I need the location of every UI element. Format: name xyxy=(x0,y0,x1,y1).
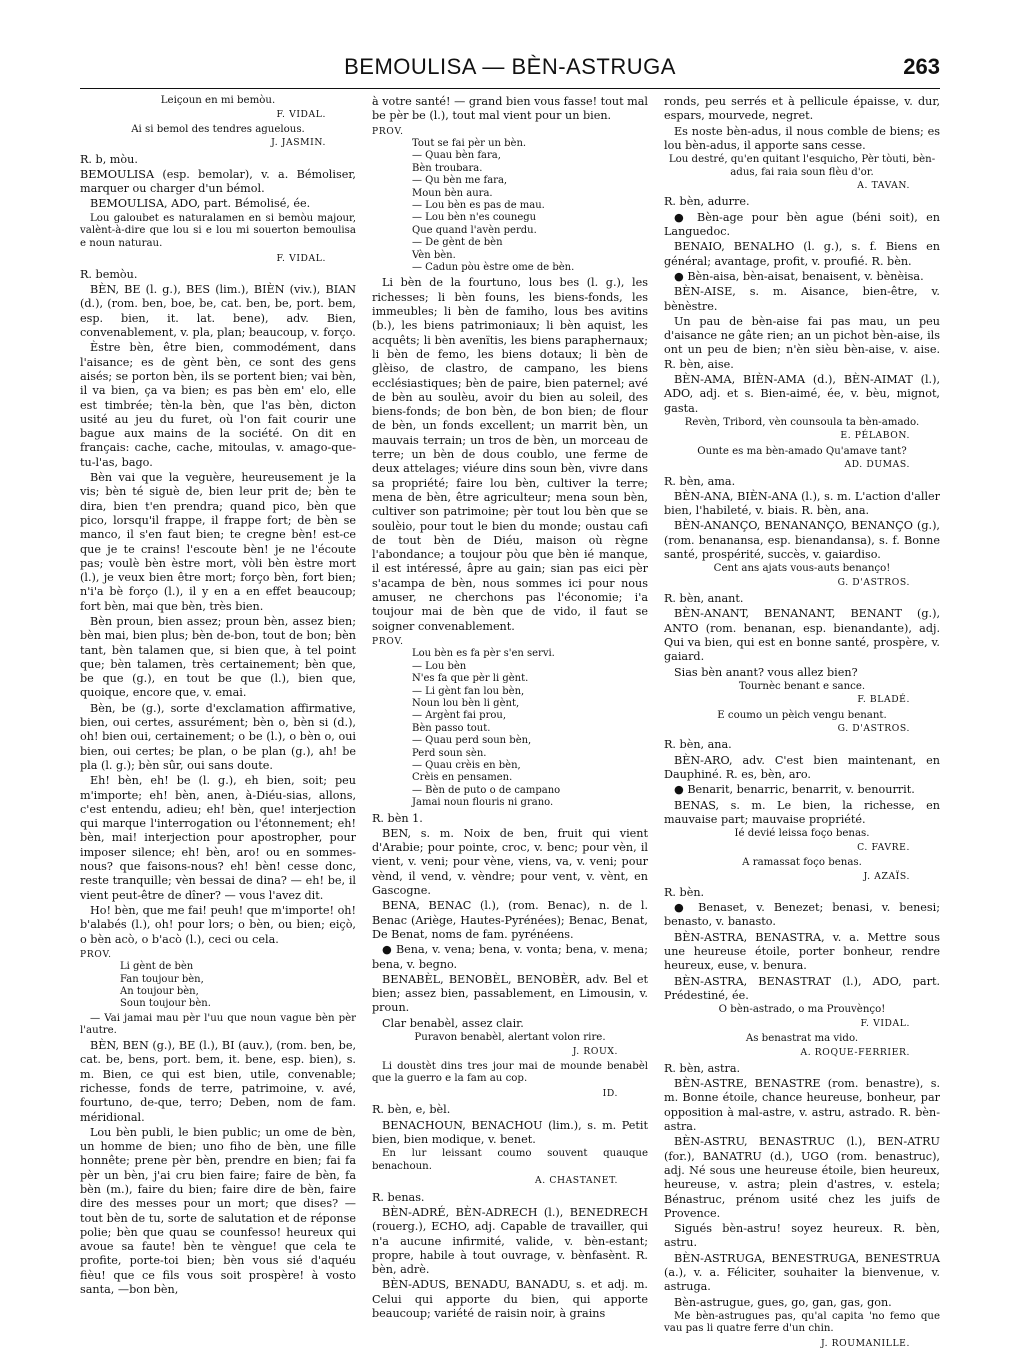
entry-paragraph: Bèn-astrugue, gues, go, gan, gas, gon. xyxy=(674,1295,892,1309)
proverb-line: Fan toujour bèn, xyxy=(120,973,204,985)
quote-author: F. VIDAL. xyxy=(276,252,326,264)
entry-bena: BENA, BENAC (l.), (rom. Benac), n. de l. Benac (Ariège, Hautes-Pyrénées); Benac, Benat, De Benat, noms de fam. pyrénéens. xyxy=(372,899,648,941)
quote-line: Lou destré, qu'en quitant l'esquicho, Pèr tòuti, bèn-adus, fai raia soun flèu d'or. xyxy=(668,154,936,178)
etymology-ref: R. bèn, astra. xyxy=(664,1061,741,1075)
column-middle xyxy=(372,95,648,1322)
quote-author: J. ROUX. xyxy=(572,1045,618,1057)
proverb-line: — Quau crèis en bèn, xyxy=(412,759,521,771)
quote-author: F. VIDAL. xyxy=(276,108,326,120)
proverb-line: Bèn troubara. xyxy=(412,162,483,174)
entry-paragraph: Lou bèn publi, le bien public; un ome de bèn, un homme de bien; uno fiho de bèn, une fille honnête; prene pèr bèn, prendre en bien; fai fa pèr un bèn, j'ai cru bien faire; faire de bèn, fa bèn (m.), faire du bien; faire dire de bèn, faire dire des messes pour un mort; que dises? — tout bèn de tu, sorte de salutation et de réponse polie; bèn que quau se counfesso! heureux qui avoue sa faute! bèn te vèngue! que cela te profite, porte-toi bien; bèn vous sié d'aquéu fièu! que ce fils vous soit prospère! à vosto santa, —bon bèn, xyxy=(80,1125,356,1297)
entry-paragraph: Ho! bèn, que me fai! peuh! que m'importe! oh! b'alabés (l.), oh! pour lors; o bèn, ou bien; eiçò, o bèn acò, o b'acò (l.), ceci ou cela. xyxy=(80,903,356,946)
entry-paragraph: Èstre bèn, être bien, commodément, dans l'aisance; es de gènt bèn, ce sont des gens aisés; se porton bèn, ils se portent bien; vai bèn, il va bien, ça va bien; es pas bèn em' elo, elle est timbrée; tèn-la bèn, que l'as bèn, dicton usité au jeu du furet, où l'on fait courir une bague aux mains de la société. On dit en français: cache, cache, mitoulas, v. amago-que-tu-l'as, bago. xyxy=(80,341,356,469)
etymology-ref: R. bèn, ana. xyxy=(664,738,732,752)
quote-block: Me bèn-astrugues pas, qu'al capita 'no femo que vau pas li quatre ferre d'un chin. xyxy=(664,1310,940,1335)
etymology-ref: R. bèn, anant. xyxy=(664,592,744,606)
quote-line: Puravon benabèl, alertant volon rire. xyxy=(414,1032,606,1044)
etymology-ref: R. bèn, e, bèl. xyxy=(372,1103,451,1117)
quote-author: J. JASMIN. xyxy=(271,137,326,149)
proverb-line: — Quau perd soun bèn, xyxy=(412,735,532,747)
proverb-line: Vèn bèn. xyxy=(412,249,456,261)
quote-author: G. D'ASTROS. xyxy=(837,723,910,735)
entry-paragraph: ronds, peu serrés et à pellicule épaisse, v. dur, espars, mourvede, negret. xyxy=(664,95,940,123)
etymology-ref: R. bèn 1. xyxy=(372,811,423,825)
quote-line: As benastrat ma vido. xyxy=(745,1033,859,1045)
entry-paragraph: Un pau de bèn-aise fai pas mau, un peu d'aisance ne gâte rien; an un pichot bèn-aise, ils ont un peu de bien; n'èn sièu bèn-aise, v. aise. R. bèn, aise. xyxy=(664,314,940,371)
entry-paragraph: Bèn proun, bien assez; proun bèn, assez bien; bèn mai, bien plus; bèn de-bon, tout de bon; bèn tant, bèn talamen que, si bien que, à tel point que; bèn talamen, très certainement; bèn que, be que (g.), en tout be que (l.), bien que, quoique, encore que, v. emai. xyxy=(80,614,356,700)
entry-ben-astruga: BÈN-ASTRUGA, BENESTRUGA, BENESTRUA (a.), v. a. Féliciter, souhaiter la bienvenue, v. astruga. xyxy=(664,1251,940,1294)
entry-ben-ananco: BÈN-ANANÇO, BENANANÇO, BENANÇO (g.), (rom. benanansa, esp. bienandansa), s. f. Bonne santé, prospérité, succès, v. gaiardiso. xyxy=(664,519,940,562)
quote-line: Cent ans ajats vous-auts benanço! xyxy=(713,563,891,575)
quote-author: E. PÉLABON. xyxy=(840,430,910,442)
entry-paragraph: Es noste bèn-adus, il nous comble de biens; es lou bèn-adus, il apporte sans cesse. xyxy=(664,124,940,152)
quote-line: Ounte es ma bèn-amado Qu'amave tant? xyxy=(697,445,907,457)
page-header xyxy=(80,52,940,89)
quote-author: F. VIDAL. xyxy=(860,1017,910,1029)
quote-block: Lou galoubet es naturalamen en si bemòu majour, valènt-à-dire que lou si e lou mi souerton bemoulisa e noun naturau. xyxy=(80,212,356,249)
etymology-ref: R. bèn. xyxy=(664,885,705,899)
entry-paragraph: Sias bèn anant? vous allez bien? xyxy=(674,665,858,679)
entry-ben-astru: BÈN-ASTRU, BENASTRUC (l.), BEN-ATRU (for.), BANATRU (d.), UGO (rom. benastruc), adj. Né sous une heureuse étoile, bien heureux, heureuse, v. astra; plein d'astres, v. estela; Bénastruc, prénom usité chez les juifs de Provence. xyxy=(664,1135,940,1220)
entry-bemoulisa: BEMOULISA (esp. bemolar), v. a. Bémoliser, marquer ou charger d'un bémol. xyxy=(80,167,356,196)
quote-line: Ié devié leissa foço benas. xyxy=(734,828,870,840)
entry-bena-var: ● Bena, v. vena; bena, v. vonta; bena, v. mena; bena, v. begno. xyxy=(372,943,648,971)
entry-ben-ana: BÈN-ANA, BIÈN-ANA (l.), s. m. L'action d'aller bien, l'habileté, v. biais. R. bèn, ana. xyxy=(664,489,940,518)
quote-line: Leiçoun en mi bemòu. xyxy=(160,95,276,106)
entry-ben-astra: BÈN-ASTRA, BENASTRA, v. a. Mettre sous une heureuse étoile, porter bonheur, rendre heureux, euse, v. benura. xyxy=(664,930,940,973)
proverb-block xyxy=(372,636,648,810)
entry-ben-adus: BÈN-ADUS, BENADU, BANADU, s. et adj. m. Celui qui apporte du bien, qui apporte beaucoup; variété de raisin noir, à grains xyxy=(372,1278,648,1321)
proverb-line: — De gènt de bèn xyxy=(412,237,503,249)
quote-author: A. ROQUE-FERRIER. xyxy=(800,1046,910,1058)
proverb-block xyxy=(372,126,648,275)
quote-author: J. AZAÏS. xyxy=(863,870,910,882)
etymology-ref: R. benas. xyxy=(372,1190,425,1204)
entry-benas: BENAS, s. m. Le bien, la richesse, en mauvaise part; mauvaise propriété. xyxy=(664,798,940,826)
proverb-line: — Argènt fai prou, xyxy=(412,710,506,722)
quote-line: Tournèc benant e sance. xyxy=(738,680,866,692)
quote-line: A ramassat foço benas. xyxy=(742,857,862,869)
entry-benarit: ● Benarit, benarric, benarrit, v. benourrit. xyxy=(674,783,915,797)
etymology-ref: R. bèn, ama. xyxy=(664,474,736,488)
quote-author: G. D'ASTROS. xyxy=(837,576,910,588)
proverb-line: Soun toujour bèn. xyxy=(120,998,211,1010)
quote-author: ID. xyxy=(602,1088,618,1100)
quote-block: En lur leissant coumo souvent quauque benachoun. xyxy=(372,1148,648,1172)
quote-author: F. BLADÉ. xyxy=(857,694,910,706)
page-number: 263 xyxy=(903,54,940,79)
entry-ben-anant: BÈN-ANANT, BENANANT, BENANT (g.), ANTO (rom. benanan, esp. bienandante), adj. Qui va bien, qui est en bonne santé, prospère, v. gaiard. xyxy=(664,607,940,664)
entry-ben-ama: BÈN-AMA, BIÈN-AMA (d.), BÈN-AIMAT (l.), ADO, adj. et s. Bien-aimé, ée, v. bèu, mignot, gasta. xyxy=(664,373,940,415)
proverb-line: N'es fa que pèr li gènt. xyxy=(412,673,529,685)
entry-ben-noix: BEN, s. m. Noix de ben, fruit qui vient d'Arabie; pour pointe, croc, v. benc; pour vèn, il vient, v. veni; pour vène, viens, va, v. veni; pour vènd, il vend, v. vèndre; pour vent, v. vènt, en Gascogne. xyxy=(372,826,648,898)
entry-ben-aro: BÈN-ARO, adv. C'est bien maintenant, en Dauphiné. R. es, bèn, aro. xyxy=(664,753,940,782)
quote-author: A. TAVAN. xyxy=(857,180,910,192)
entry-benaio: BENAIO, BENALHO (l. g.), s. f. Biens en général; avantage, profit, v. proufié. R. bèn. xyxy=(664,240,940,268)
proverb-extra: — Vai jamai mau pèr l'uu que noun vague bèn pèr l'autre. xyxy=(80,1012,356,1037)
entry-paragraph: Sigués bèn-astru! soyez heureux. R. bèn, astru. xyxy=(664,1222,940,1250)
proverb-line: — Lou bèn n'es counegu xyxy=(412,212,537,224)
entry-paragraph: Clar benabèl, assez clair. xyxy=(382,1016,524,1030)
proverb-line: Moun bèn aura. xyxy=(412,187,493,199)
column-left xyxy=(80,95,356,1298)
proverb-block xyxy=(80,949,356,1011)
quote-author: J. ROUMANILLE. xyxy=(821,1338,910,1350)
entry-bemoulisa-part: BEMOULISA, ADO, part. Bémolisé, ée. xyxy=(90,197,311,211)
entry-paragraph: Eh! bèn, eh! be (l. g.), eh bien, soit; peu m'importe; eh! bèn, anen, à-Diéu-sias, allons, c'est entendu, adieu; eh! bèn, que! interjection qui marque l'interrogation ou l'étonnement; eh! bèn, mai! interjection pour apostropher, pour imposer silence; eh! bèn, aro! ou en sommes-nous? que faisons-nous? eh! bèn! cesse donc, reste tranquille; vèn bessai de dina? — eh! be, il vient peut-être de dîner? — vous l'avez dit. xyxy=(80,774,356,902)
entry-ben-noun: BÈN, BEN (g.), BE (l.), BI (auv.), (rom. ben, be, cat. be, bens, port. bem, it. bene, esp. bien), s. m. Bien, ce qui est bien, utile, convenable; richesse, fonds de terre, patrimoine, v. avé, fourtuno, de-que, terro; Deben, nom de fam. méridional. xyxy=(80,1039,356,1124)
proverb-line: Li gènt de bèn xyxy=(120,961,194,973)
running-title: BEMOULISA — BÈN-ASTRUGA xyxy=(344,54,676,79)
proverb-line: Crèis en pensamen. xyxy=(412,772,513,784)
quote-author: C. FAVRE. xyxy=(857,841,910,853)
quote-line: Ai si bemol des tendres aguelous. xyxy=(131,123,305,135)
proverb-line: Que quand l'avèn perdu. xyxy=(412,224,537,236)
entry-ben-adv: BÈN, BE (l. g.), BES (lim.), BIÈN (viv.), BIAN (d.), (rom. ben, boe, be, cat. ben, be, port. bem, esp. bien, it. lat. bene), adv. Bien, convenablement, v. pla, plan; beaucoup, v. forço. xyxy=(80,283,356,340)
quote-block: Li doustèt dins tres jour mai de mounde benabèl que la guerro e la fam au cop. xyxy=(372,1060,648,1085)
proverb-line: Bèn passo tout. xyxy=(412,722,491,734)
proverb-line: An toujour bèn, xyxy=(120,986,199,998)
proverb-line: — Quau bèn fara, xyxy=(412,150,501,162)
entry-benabel: BENABÈL, BENOBÈL, BENOBÈR, adv. Bel et bien; assez bien, passablement, en Limousin, v. proun. xyxy=(372,972,648,1015)
etymology-ref: R. bemòu. xyxy=(80,267,138,281)
quote-author: A. CHASTANET. xyxy=(535,1175,618,1187)
entry-benaset: ● Benaset, v. Benezet; benasi, v. benesi; benasto, v. banasto. xyxy=(664,901,940,929)
entry-ben-aisa: ● Bèn-aisa, bèn-aisat, benaisent, v. bènèisa. xyxy=(674,269,924,283)
entry-paragraph: Li bèn de la fourtuno, lous bes (l. g.), les richesses; li bèn founs, les biens-fonds, les immeubles; li bèn de famiho, lous bes avitins (b.), les biens patrimoniaux; li bèn aquist, les acquêts; li bèn avenïtis, les biens paraphernaux; li bèn de femo, les biens dotaux; li bèn de glèiso, de clastro, de campano, les biens ecclésiastiques; bèn de paire, bien paternel; avé de bèn au soulèu, avoir du bien au soleil, des biens-fonds; de bon bèn, de bon bien; de flour de bèn, un fonds excellent; un marrit bèn, un mauvais terrain; un tros de bèn, un morceau de terre; un bèn de dous coublo, une ferme de deux attelages; viéure dins soun bèn, vivre dans sa propriété; faire lou bèn, cultiver la terre; mena de bèn, être agriculteur; mena soun bèn, cultiver son patrimoine; pèr tout lou bèn que se soulèio, pour tout le bien du monde; oustau cafi de tout bèn de Diéu, maison où règne l'abondance; a toujour pòu que bèn ié manque, il est intéressé, âpre au gain; sian pas eici pèr s'acampa de bèn, nous sommes ici pour nous amuser, ne cherchons pas l'économie; i'a toujour mai de bèn que de vido, il faut se soigner convenablement. xyxy=(372,276,648,633)
entry-benachoun: BENACHOUN, BENACHOU (lim.), s. m. Petit bien, bien modique, v. benet. xyxy=(372,1118,648,1146)
quote-line: O bèn-astrado, o ma Prouvènço! xyxy=(718,1004,886,1016)
column-right xyxy=(664,95,940,1353)
entry-paragraph: Bèn vai que la veguère, heureusement je la vis; bèn té siguè de, bien leur prit de; bèn te dira, bien t'en prendra; quand pico, bèn que pico, lorsqu'il frappe, il frappe fort; de bèn se manco, il s'en faut bien; te cregne bèn! est-ce que je te crains! l'escoute bèn! je ne l'écoute pas; voulè bèn èstre mort, vòli bèn èstre mort (l.), je veux bien être mort; forço bèn, fort bien; n'i'a bè forço (l.), il y en a en effet beaucoup; fort bèn, mai que bèn, très bien. xyxy=(80,471,356,613)
proverb-line: — Bèn de puto o de campano xyxy=(412,784,561,796)
entry-ben-adre: BÈN-ADRÉ, BÈN-ADRECH (l.), BENEDRECH (rouerg.), ECHO, adj. Capable de travailler, qui n'a aucune infirmité, valide, v. bèn-estant; propre, habile à tout ouvrage, v. bènfasènt. R. bèn, adrè. xyxy=(372,1205,648,1277)
proverb-line: — Lou bèn xyxy=(412,660,467,672)
proverb-label: PROV. xyxy=(372,636,404,647)
proverb-line: — Lou bèn es pas de mau. xyxy=(412,200,545,212)
entry-ben-astra-part: BÈN-ASTRA, BENASTRAT (l.), ADO, part. Prédestiné, ée. xyxy=(664,974,940,1002)
proverb-line: — Cadun pòu èstre ome de bèn. xyxy=(412,262,575,274)
dictionary-page xyxy=(80,52,940,1350)
etymology-ref: R. bèn, adurre. xyxy=(664,195,750,209)
entry-paragraph: à votre santé! — grand bien vous fasse! tout mal be pèr be (l.), tout mal vient pour un bien. xyxy=(372,95,648,123)
quote-author: AD. DUMAS. xyxy=(844,459,910,471)
entry-paragraph: Bèn, be (g.), sorte d'exclamation affirmative, bien, oui certes, assurément; bèn o, bèn si (d.), oh! bien oui, certainement; o be (l.), o bèn o, oui bien, oui certes; be plan, o be plan (g.), ah! be pla (l. g.); bèn sûr, oui sans doute. xyxy=(80,701,356,772)
proverb-line: Noun lou bèn li gènt, xyxy=(412,697,520,709)
proverb-line: — Li gènt fan lou bèn, xyxy=(412,685,525,697)
quote-line: E coumo un pèich vengu benant. xyxy=(717,709,887,721)
proverb-line: Perd soun sèn. xyxy=(412,747,487,759)
proverb-line: Tout se fai pèr un bèn. xyxy=(412,138,527,149)
proverb-line: Lou bèn es fa pèr s'en servi. xyxy=(412,648,555,660)
entry-ben-age: ● Bèn-age pour bèn ague (béni soit), en Languedoc. xyxy=(664,210,940,239)
proverb-line: Jamai noun flouris ni grano. xyxy=(412,797,554,809)
quote-line: Revèn, Tribord, vèn counsoula ta bèn-amado. xyxy=(684,416,920,428)
proverb-label: PROV. xyxy=(80,949,112,960)
etymology-ref: R. b, mòu. xyxy=(80,152,138,166)
proverb-line: — Qu bèn me fara, xyxy=(412,175,508,187)
entry-ben-astre: BÈN-ASTRE, BENASTRE (rom. benastre), s. m. Bonne étoile, chance heureuse, bonheur, par opposition à mal-astre, v. astru, astrado. R. bèn-astra. xyxy=(664,1077,940,1134)
proverb-label: PROV. xyxy=(372,126,404,137)
entry-ben-aise: BÈN-AISE, s. m. Aisance, bien-être, v. bènèstre. xyxy=(664,285,940,313)
